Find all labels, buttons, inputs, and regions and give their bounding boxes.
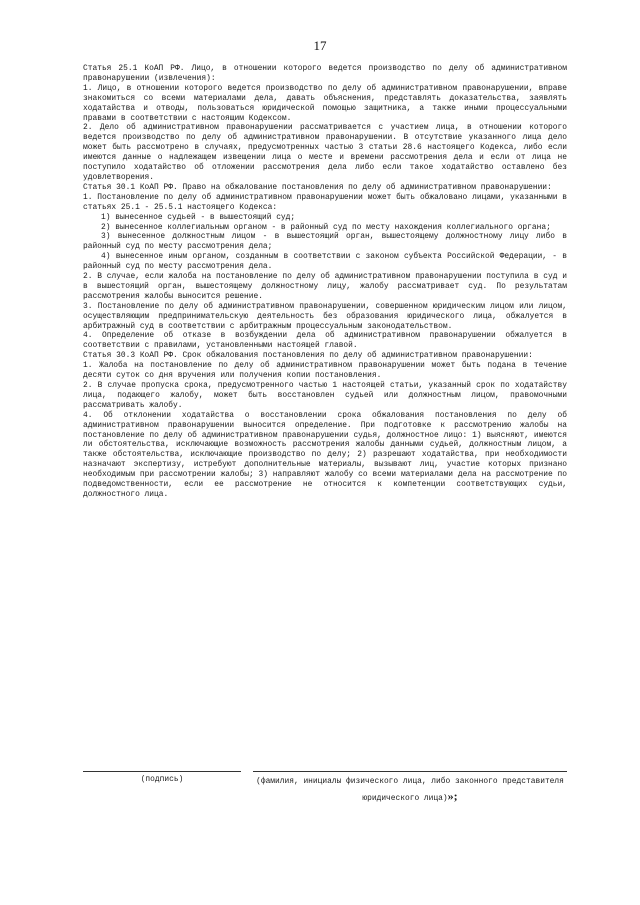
closing-quote: »; [447,789,458,803]
paragraph: 2. Дело об административном правонарушении рассматривается с участием лица, в отношении которого ведется производство по делу об административном правонарушении. В отсутствие указанного лица дело может быть рассмотрено в случаях, предусмотренных частью 3 статьи 28.6 настоящего Кодекса, либо если имеются данные о надлежащем извещении лица о месте и времени рассмотрения дела и если от лица не поступило ходатайство об отложении рассмотрения дела либо если такое ходатайство оставлено без удовлетворения. [83,123,567,182]
article-30-3-heading: Статья 30.3 КоАП РФ. Срок обжалования постановления по делу об административном правонарушении: [83,351,533,361]
name-line [253,771,567,772]
name-label-block [253,775,567,806]
list-item: 2) вынесенное коллегиальным органом - в районный суд по месту нахождения коллегиального органа; [101,222,551,232]
paragraph: 2. В случае пропуска срока, предусмотренного частью 1 настоящей статьи, указанный срок по ходатайству лица, подающего жалобу, может быть восстановлен судьей или должностным лицом, правомочными рассматривать жалобу. [83,381,567,410]
article-30-1-heading: Статья 30.1 КоАП РФ. Право на обжалование постановления по делу об административном правонарушении: [83,182,552,192]
paragraph: 4. Об отклонении ходатайства о восстановлении срока обжалования постановления по делу об административном правонарушении выносится определение. При подготовке к рассмотрению жалобы на постановление по делу об административном правонарушении судья, должностное лицо: 1) выясняют, имеются ли обстоятельства, исключающие возможность рассмотрения жалобы данными судьей, должностным лицом, а также обстоятельства, исключающие производство по делу; 2) разрешают ходатайства, при необходимости назначают экспертизу, истребуют дополнительные материалы, вызывают лиц, участие которых признано необходимым при рассмотрении жалобы; 3) направляют жалобу со всеми материалами дела на рассмотрение по подведомственности, если ее рассмотрение не относится к компетенции соответствующих судьи, должностного лица. [83,410,567,499]
signature-line [83,771,241,772]
list-item: 3) вынесенное должностным лицом - в вышестоящий орган, вышестоящему должностному лицу либо в районный суд по месту рассмотрения дела; [83,232,567,252]
paragraph: 3. Постановление по делу об административном правонарушении, совершенном юридическим лицом или лицом, осуществляющим предпринимательскую деятельность без образования юридического лица, обжалуется в арбитражный суд в соответствии с арбитражным процессуальным законодательством. [83,301,567,331]
page-number: 17 [313,38,327,53]
paragraph: 4. Определение об отказе в возбуждении дела об административном правонарушении обжалуется в соответствии с правилами, установленными настоящей главой. [83,331,567,351]
article-25-1-heading: Статья 25.1 КоАП РФ. Лицо, в отношении которого ведется производство по делу об административном правонарушении (извлечения): [83,64,567,83]
list-item: 1) вынесенное судьей - в вышестоящий суд; [101,212,296,222]
paragraph: 1. Постановление по делу об административном правонарушении может быть обжаловано лицами, указанными в статьях 25.1 - 25.5.1 настоящего Кодекса: [83,192,567,212]
paragraph: 1. Лицо, в отношении которого ведется производство по делу об административном правонарушении, вправе знакомиться со всеми материалами дела, давать объяснения, представлять доказательства, заявлять ходатайства и отводы, пользоваться юридической помощью защитника, а также иными процессуальными правами в соответствии с настоящим Кодексом. [83,83,567,123]
paragraph: 1. Жалоба на постановление по делу об административном правонарушении может быть подана в течение десяти суток со дня вручения или получения копии постановления. [83,361,567,381]
signature-lines [83,771,567,772]
document-body [83,64,567,500]
paragraph: 2. В случае, если жалоба на постановление по делу об административном правонарушении поступила в суд и в вышестоящий орган, вышестоящему должностному лицу, жалобу рассматривает суд. По результатам рассмотрения жалобы выносится решение. [83,272,567,301]
signature-label: (подпись) [140,775,184,784]
list-item: 4) вынесенное иным органом, созданным в соответствии с законом субъекта Российской Федерации, - в районный суд по месту рассмотрения дела. [83,252,567,272]
name-label: (фамилия, инициалы физического лица, либо законного представителя юридического лица) [256,777,564,803]
